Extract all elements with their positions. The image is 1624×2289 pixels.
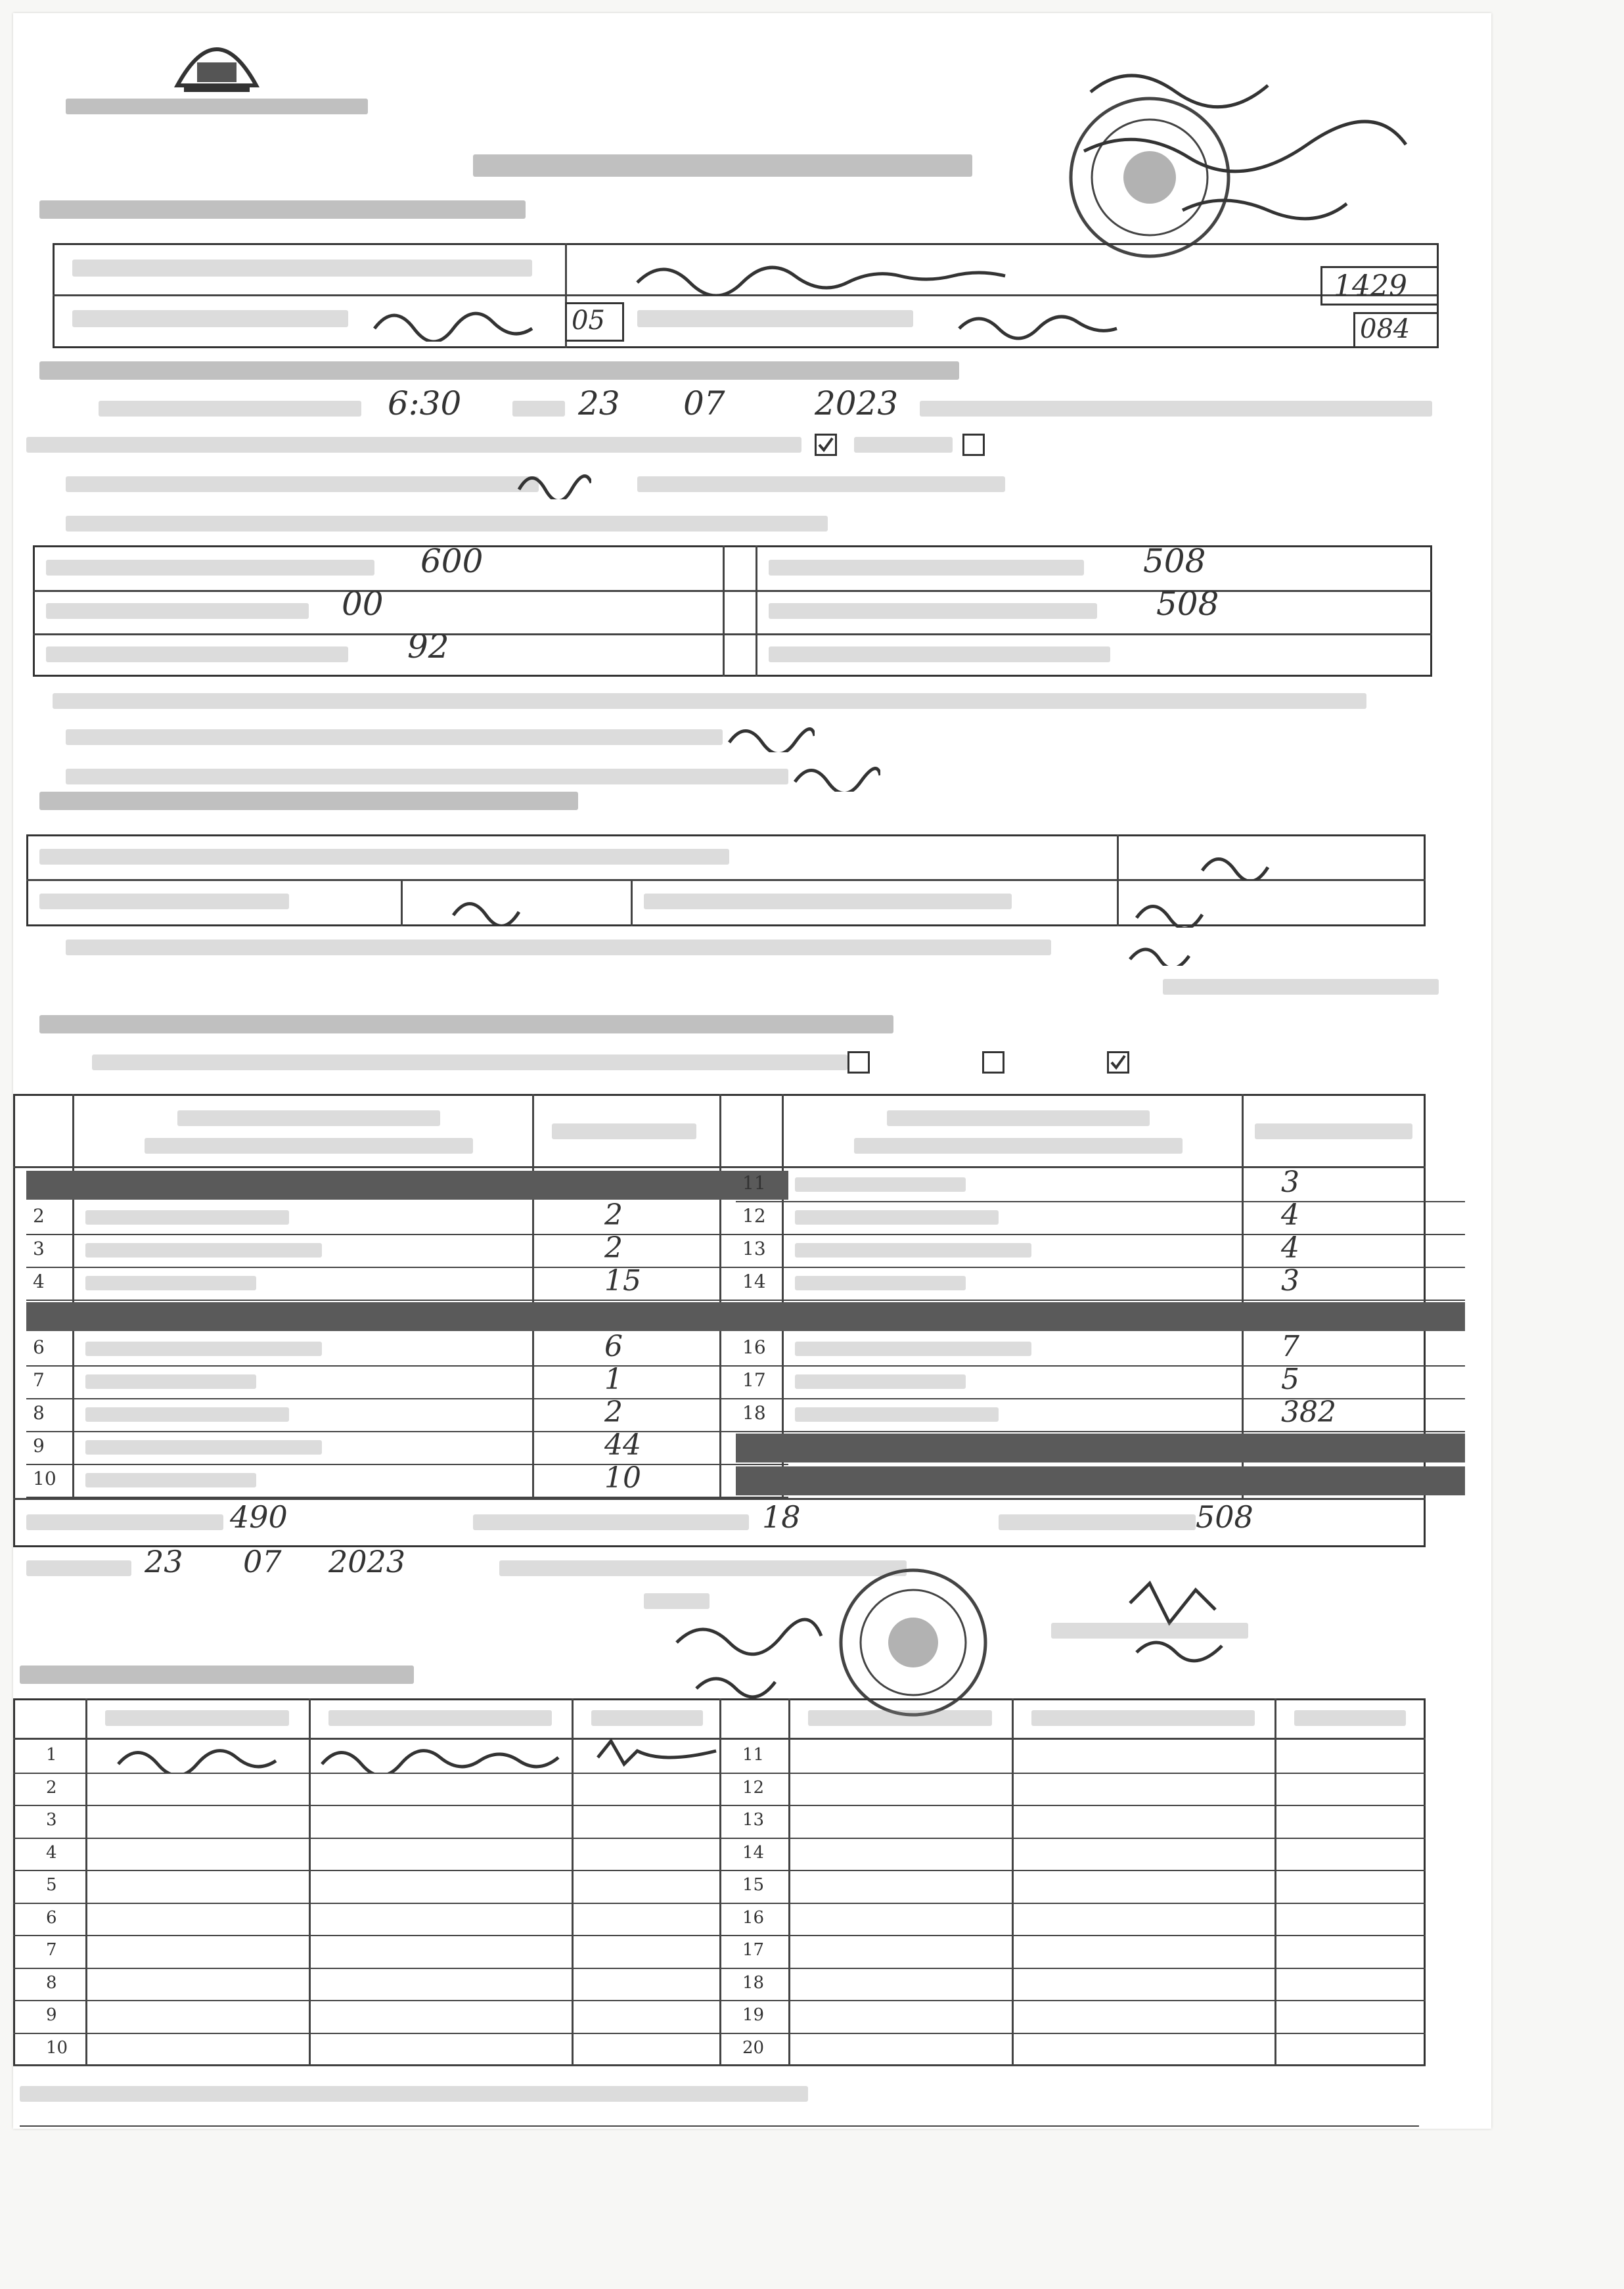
agent-party-handwriting (315, 1734, 565, 1774)
right-party-votes: 382 (1281, 1395, 1336, 1429)
left-party-votes: 2 (604, 1231, 623, 1265)
ballots-received: 600 (420, 542, 484, 580)
left-agent-row-number: 1 (46, 1745, 57, 1765)
signature-icon (670, 1616, 834, 1708)
right-agent-row-number: 14 (742, 1842, 765, 1863)
left-party-name (85, 1374, 256, 1389)
left-party-name (85, 1342, 322, 1356)
right-party-votes: 4 (1281, 1198, 1299, 1232)
checkbox-icon (982, 1051, 1004, 1074)
total-valid-votes: 490 (230, 1499, 288, 1535)
left-shaded-row (26, 1171, 788, 1200)
station-name-handwriting (631, 250, 1091, 296)
none-handwriting (1123, 933, 1196, 966)
left-party-votes: 10 (604, 1461, 641, 1495)
left-party-name (85, 1407, 289, 1422)
right-agent-row-number: 19 (742, 2005, 765, 2025)
right-party-number: 12 (742, 1205, 766, 1227)
left-party-votes: 2 (604, 1395, 623, 1429)
ballots-damaged: 00 (342, 585, 384, 623)
checkbox-icon (815, 434, 837, 456)
section-3-heading (39, 792, 578, 810)
date-day: 23 (145, 1544, 183, 1579)
stamp-handwriting (1077, 53, 1419, 237)
right-party-name (795, 1177, 966, 1192)
right-shaded-row (736, 1466, 1465, 1495)
total-invalid-votes: 18 (762, 1499, 801, 1535)
left-party-name (85, 1243, 322, 1258)
left-party-number: 7 (33, 1369, 45, 1391)
ballots-in-box: 508 (1156, 585, 1219, 623)
checkbox-icon (962, 434, 985, 456)
province-code: 05 (572, 306, 605, 336)
right-party-votes: 7 (1281, 1330, 1299, 1363)
station-code-1: 1429 (1334, 269, 1407, 303)
none-handwriting (1130, 888, 1209, 928)
reason-handwriting (512, 460, 591, 499)
left-party-name (85, 1440, 322, 1455)
right-party-name (795, 1210, 999, 1225)
right-party-name (795, 1243, 1031, 1258)
left-party-name (85, 1276, 256, 1290)
checkbox-icon (847, 1051, 870, 1074)
none-handwriting (447, 886, 526, 925)
left-party-votes: 44 (604, 1428, 641, 1462)
left-party-name (85, 1473, 256, 1487)
right-agent-row-number: 17 (742, 1940, 765, 1960)
checkbox-icon (1107, 1051, 1129, 1074)
right-party-name (795, 1374, 966, 1389)
right-party-votes: 3 (1281, 1166, 1299, 1199)
section-4-heading (39, 1015, 893, 1033)
count-day: 23 (578, 384, 620, 422)
commune-handwriting (953, 302, 1150, 342)
right-party-number: 14 (742, 1271, 766, 1292)
left-party-number: 6 (33, 1336, 45, 1358)
left-agent-row-number: 8 (46, 1972, 57, 1993)
date-month: 07 (243, 1544, 282, 1579)
left-party-votes: 2 (604, 1198, 623, 1232)
left-party-number: 3 (33, 1238, 45, 1259)
left-party-name (85, 1210, 289, 1225)
left-agent-row-number: 5 (46, 1875, 57, 1895)
right-agent-row-number: 12 (742, 1777, 765, 1798)
left-party-number: 4 (33, 1271, 45, 1292)
signature-icon (591, 1731, 723, 1771)
right-party-number: 11 (742, 1172, 766, 1194)
agent-name-handwriting (112, 1734, 282, 1774)
seal-stamp-icon (834, 1564, 992, 1721)
reason-handwriting (788, 752, 880, 792)
committee-header-text (66, 99, 368, 114)
voters-voted: 508 (1143, 542, 1206, 580)
left-shaded-row (26, 1302, 788, 1331)
left-party-number: 9 (33, 1435, 45, 1457)
left-agent-row-number: 7 (46, 1940, 57, 1960)
right-shaded-row (736, 1302, 1465, 1331)
right-party-name (795, 1407, 999, 1422)
province-handwriting (368, 296, 552, 342)
right-party-name (795, 1276, 966, 1290)
left-agent-row-number: 6 (46, 1907, 57, 1928)
left-agent-row-number: 9 (46, 2005, 57, 2025)
right-agent-row-number: 11 (742, 1745, 765, 1765)
left-party-votes: 15 (604, 1264, 641, 1298)
right-shaded-row (736, 1434, 1465, 1462)
left-party-votes: 6 (604, 1330, 623, 1363)
left-party-number: 10 (33, 1468, 56, 1489)
form-title (473, 154, 972, 177)
commune-code: 084 (1360, 314, 1410, 344)
left-agent-row-number: 3 (46, 1810, 57, 1830)
right-agent-row-number: 13 (742, 1810, 765, 1830)
right-party-votes: 3 (1281, 1264, 1299, 1298)
right-party-number: 13 (742, 1238, 766, 1259)
count-year: 2023 (815, 384, 899, 422)
left-agent-row-number: 4 (46, 1842, 57, 1863)
left-party-votes: 1 (604, 1363, 623, 1396)
section-5-heading (20, 1666, 414, 1684)
none-handwriting (1196, 841, 1274, 880)
right-party-number: 16 (742, 1336, 766, 1358)
count-time: 6:30 (388, 384, 462, 422)
right-party-votes: 5 (1281, 1363, 1299, 1396)
left-agent-row-number: 10 (46, 2037, 68, 2058)
count-month: 07 (683, 384, 725, 422)
emblem-icon (171, 26, 263, 105)
document-page (13, 13, 1491, 2129)
total-ballots-in-box: 508 (1196, 1499, 1253, 1535)
right-party-votes: 4 (1281, 1231, 1299, 1265)
right-party-number: 18 (742, 1402, 766, 1424)
left-agent-row-number: 2 (46, 1777, 57, 1798)
section-2-heading (39, 361, 959, 380)
right-agent-row-number: 15 (742, 1875, 765, 1895)
section-1-heading (39, 200, 526, 219)
date-year: 2023 (328, 1544, 406, 1579)
right-party-number: 17 (742, 1369, 766, 1391)
right-agent-row-number: 18 (742, 1972, 765, 1993)
ballots-unused: 92 (407, 627, 449, 666)
right-agent-row-number: 20 (742, 2037, 765, 2058)
right-agent-row-number: 16 (742, 1907, 765, 1928)
right-party-name (795, 1342, 1031, 1356)
left-party-number: 8 (33, 1402, 45, 1424)
left-party-number: 2 (33, 1205, 45, 1227)
reason-handwriting (723, 713, 815, 752)
